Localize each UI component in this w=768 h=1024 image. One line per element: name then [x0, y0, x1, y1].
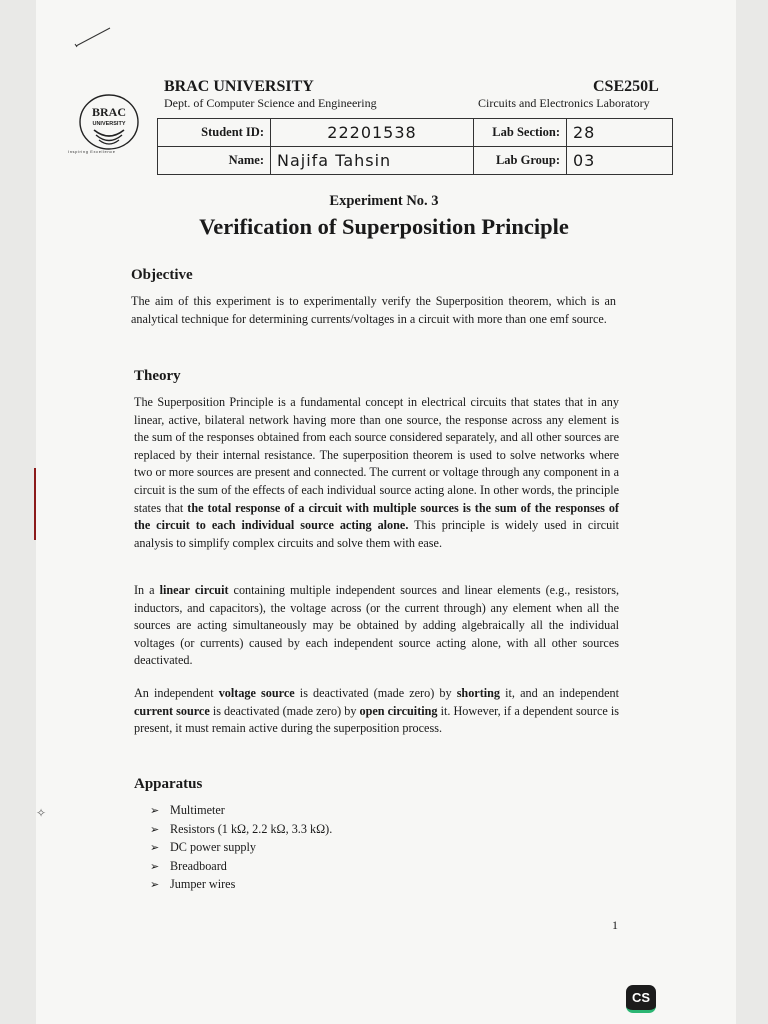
info-row-id	[158, 119, 673, 147]
pen-stroke-mark	[74, 26, 112, 48]
theory-p2-emphasis: linear circuit	[159, 583, 229, 597]
arrow-bullet-icon: ➢	[150, 859, 160, 873]
theory-p3-d: it, and an independent	[500, 686, 619, 700]
lab-section-label: Lab Section:	[474, 119, 567, 147]
info-row-name	[158, 147, 673, 175]
apparatus-item: Breadboard	[170, 858, 227, 873]
camscanner-badge: CS	[626, 985, 656, 1013]
theory-p2-text: In a	[134, 583, 160, 597]
apparatus-item: Multimeter	[170, 803, 225, 817]
apparatus-item: Resistors (1 kΩ, 2.2 kΩ, 3.3 kΩ).	[170, 821, 333, 836]
list-item	[150, 857, 332, 876]
theory-p3-c: is deactivated (made zero) by	[294, 686, 457, 700]
course-code: CSE250L	[593, 78, 659, 95]
apparatus-item: DC power supply	[170, 840, 256, 854]
objective-heading: Objective	[131, 267, 193, 283]
name-value: Najifa Tahsin	[271, 147, 474, 175]
apparatus-item: Jumper wires	[170, 877, 236, 891]
objective-text: The aim of this experiment is to experimentally verify the Superposition theorem, which is an analytical technique for determining currents/voltages in a circuit with more than one emf source.	[131, 294, 616, 326]
theory-p3-open-circuiting: open circuiting	[359, 703, 438, 718]
theory-p3-e: is deactivated (made zero) by	[209, 703, 360, 718]
theory-p1-emphasis: the total response of a circuit with multiple sources is the sum of the responses of the circuit to each individual source acting alone.	[134, 500, 619, 533]
page-number: 1	[612, 918, 618, 932]
theory-p1-text: The Superposition Principle is a fundamental concept in electrical circuits that states that in any linear, active, bilateral network having more than one source, the response across any element is the sum of the responses obtained from each source considered separately, and all other sources are replaced by their internal resistance. The superposition theorem is used to solve networks where two or more sources are present and connected. The current or voltage through any component in a circuit is the sum of the effects of each individual source acting alone. In other words, the principle states that	[134, 395, 619, 515]
list-item	[150, 820, 332, 839]
experiment-title: Verification of Superposition Principle	[199, 214, 569, 239]
theory-p3-f: it. However, if a dependent source is present, it must remain active during the superposition process.	[134, 703, 619, 736]
student-id-value: 22201538	[271, 119, 474, 147]
theory-p3-a: An independent	[134, 686, 219, 700]
logo-tagline: Inspiring Excellence	[68, 149, 116, 154]
theory-paragraph-3	[134, 685, 619, 738]
lab-section-value: 28	[567, 119, 673, 147]
arrow-bullet-icon: ➢	[150, 878, 160, 891]
list-item	[150, 875, 332, 894]
list-item	[150, 801, 332, 820]
theory-p3-shorting: shorting	[456, 686, 501, 700]
lab-group-label: Lab Group:	[474, 147, 567, 175]
student-info-table	[157, 118, 673, 175]
lab-group-value: 03	[567, 147, 673, 175]
university-name: BRAC UNIVERSITY	[164, 78, 314, 95]
theory-paragraph-2	[134, 582, 619, 670]
student-id-label: Student ID:	[158, 119, 271, 147]
theory-p2-text-end: containing multiple independent sources and linear elements (e.g., resistors, inductors, and capacitors), the voltage across (or the current through) any element when all the sources are acting simultaneously may be obtained by adding algebraically all the individual voltages (or currents) caused by each independent source acting alone, with all other sources deactivated.	[134, 583, 619, 668]
arrow-bullet-icon: ➢	[150, 804, 160, 817]
apparatus-heading: Apparatus	[134, 776, 203, 792]
theory-p3-current-source: current source	[134, 703, 210, 718]
theory-p3-voltage-source: voltage source	[218, 686, 295, 700]
logo-text-university: UNIVERSITY	[92, 121, 126, 127]
department-name: Dept. of Computer Science and Engineering	[164, 96, 377, 110]
arrow-bullet-icon: ➢	[150, 841, 160, 854]
theory-paragraph-1	[134, 394, 619, 552]
course-name: Circuits and Electronics Laboratory	[478, 96, 650, 110]
list-item	[150, 838, 332, 857]
arrow-bullet-icon: ➢	[150, 822, 160, 836]
experiment-number: Experiment No. 3	[329, 193, 439, 209]
apparatus-list	[150, 801, 332, 894]
scan-smudge-mark: ✧	[36, 806, 47, 820]
theory-heading: Theory	[134, 368, 181, 384]
name-label: Name:	[158, 147, 271, 175]
logo-text-brac: BRAC	[91, 105, 127, 119]
margin-red-mark	[34, 468, 36, 540]
theory-p1-text-end: This principle is widely used in circuit analysis to simplify complex circuits and solve them with ease.	[134, 518, 619, 550]
